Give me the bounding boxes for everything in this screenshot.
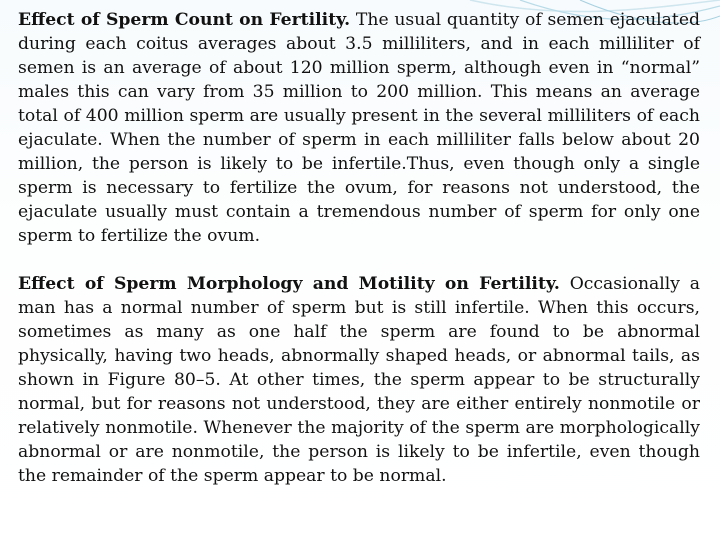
paragraph-heading: Effect of Sperm Count on Fertility. bbox=[18, 10, 351, 30]
paragraph-sperm-count bbox=[18, 8, 700, 248]
paragraph-sperm-morphology bbox=[18, 272, 700, 488]
paragraph-text: Occasionally a man has a normal number of sperm but is still infertile. When this occurs, sometimes as many as one half the sperm are found to be abnormal physically, having two heads, abnormally shaped heads, or abnormal tails, as shown in Figure 80–5. At other times, the sperm appear to be structurally normal, but for reasons not understood, they are either entirely nonmotile or relatively nonmotile. Whenever the majority of the sperm are morphologically abnormal or are nonmotile, the person is likely to be infertile, even though the remainder of the sperm appear to be normal. bbox=[18, 274, 700, 486]
paragraph-text: The usual quantity of semen ejaculated during each coitus averages about 3.5 milliliters, and in each milliliter of semen is an average of about 120 million sperm, although even in “normal” males this can vary from 35 million to 200 million. This means an average total of 400 million sperm are usually present in the several milliliters of each ejaculate. When the number of sperm in each milliliter falls below about 20 million, the person is likely to be infertile.Thus, even though only a single sperm is necessary to fertilize the ovum, for reasons not understood, the ejaculate usually must contain a tremendous number of sperm for only one sperm to fertilize the ovum. bbox=[18, 10, 700, 246]
slide-body bbox=[18, 8, 700, 488]
paragraph-heading: Effect of Sperm Morphology and Motility on Fertility. bbox=[18, 274, 560, 294]
